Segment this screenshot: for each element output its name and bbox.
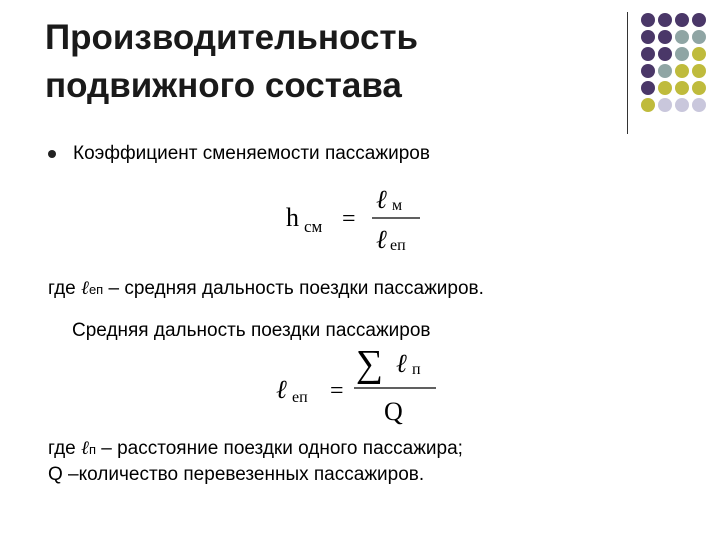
formula2-numerator-sub: п xyxy=(412,361,421,378)
formula1-denominator-symbol: ℓ xyxy=(376,225,387,254)
decorative-dot xyxy=(675,64,689,78)
formula1-numerator-sub: м xyxy=(392,197,403,214)
decorative-dot xyxy=(641,81,655,95)
definition-line-1: где ℓеп – средняя дальность поездки пассажиров. xyxy=(48,278,484,299)
decorative-dot xyxy=(692,30,706,44)
symbol-l: ℓ xyxy=(81,438,89,459)
title-line-1: Производительность xyxy=(45,18,419,57)
decorative-dot xyxy=(675,47,689,61)
decorative-dot xyxy=(675,13,689,27)
decorative-dot xyxy=(658,81,672,95)
decorative-dot xyxy=(641,13,655,27)
definition-line-3: Q –количество перевезенных пассажиров. xyxy=(48,464,425,485)
decorative-dot xyxy=(675,98,689,112)
formula1-equals: = xyxy=(342,206,356,232)
decorative-dot xyxy=(692,13,706,27)
decorative-dot xyxy=(675,81,689,95)
formula2-lhs-sub: еп xyxy=(292,389,308,406)
formula-turnover-coefficient xyxy=(280,180,440,260)
formula2-equals: = xyxy=(330,378,344,404)
decorative-vertical-line xyxy=(627,12,628,134)
decorative-dot xyxy=(658,47,672,61)
section-heading-average-distance: Средняя дальность поездки пассажиров xyxy=(72,320,431,341)
decorative-dot-grid xyxy=(0,0,720,140)
decorative-dot xyxy=(692,64,706,78)
decorative-dot xyxy=(658,30,672,44)
bullet-text: Коэффициент сменяемости пассажиров xyxy=(73,143,430,164)
formula-average-distance xyxy=(268,340,458,430)
formula1-lhs: h xyxy=(286,203,299,232)
formula1-numerator-symbol: ℓ xyxy=(376,185,387,214)
symbol-l: ℓ xyxy=(81,278,89,299)
decorative-dot xyxy=(658,64,672,78)
formula2-sum-sign: ∑ xyxy=(356,343,384,385)
formula1-lhs-sub: см xyxy=(304,217,323,236)
decorative-dot xyxy=(692,81,706,95)
formula2-denominator: Q xyxy=(384,397,403,426)
decorative-dot xyxy=(692,98,706,112)
decorative-dot xyxy=(658,13,672,27)
decorative-dot xyxy=(641,47,655,61)
decorative-dot xyxy=(641,98,655,112)
decorative-dot xyxy=(641,30,655,44)
decorative-dot xyxy=(641,64,655,78)
formula2-numerator-symbol: ℓ xyxy=(396,349,407,378)
decorative-dot xyxy=(658,98,672,112)
title-line-2: подвижного состава xyxy=(45,66,402,105)
formula2-lhs-symbol: ℓ xyxy=(276,375,287,404)
definition-line-2: где ℓп – расстояние поездки одного пассажира; xyxy=(48,438,463,459)
decorative-dot xyxy=(675,30,689,44)
bullet-icon xyxy=(48,150,56,158)
decorative-dot xyxy=(692,47,706,61)
formula1-denominator-sub: еп xyxy=(390,237,406,254)
